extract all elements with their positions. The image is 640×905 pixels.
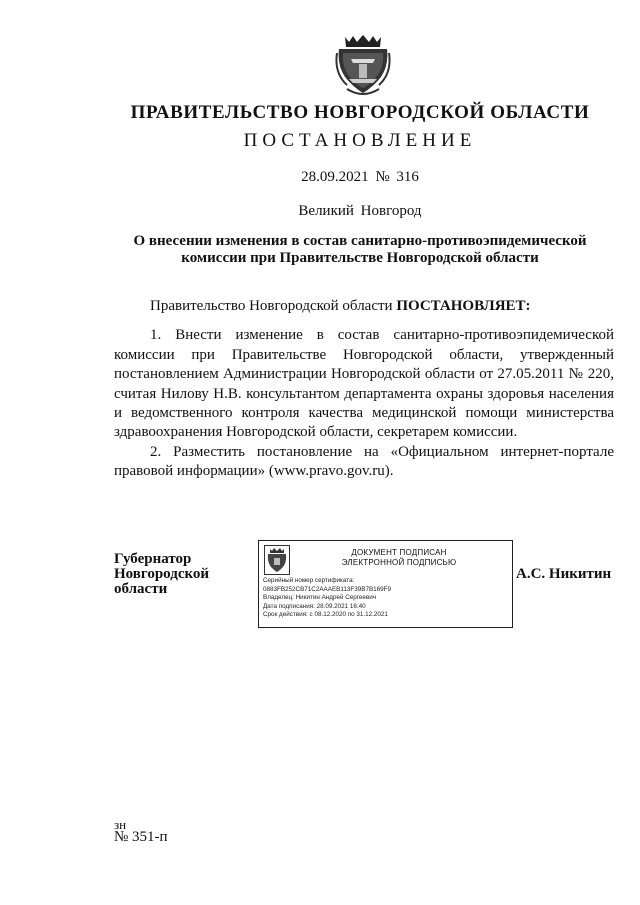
certificate-number: 0883FB252CB71C2AAAEB113F39B7B169F9 (263, 585, 392, 593)
stamp-coat-of-arms-icon (264, 545, 290, 575)
certificate-label: Серийный номер сертификата: (263, 577, 355, 584)
stamp-details (263, 577, 508, 620)
paragraph-item-2: 2. Разместить постановление на «Официальном интернет-портале правовой информации» (www.pravo.gov.ru). (114, 443, 614, 480)
document-subject (100, 233, 620, 267)
signer-name: А.С. Никитин (516, 566, 612, 582)
signatory-title-line-2: Новгородской области (114, 566, 210, 597)
stamp-heading (299, 548, 499, 568)
certificate-validity: Срок действия: с 08.12.2020 по 31.12.2021 (263, 611, 388, 618)
document-footer (114, 818, 168, 844)
coat-of-arms-icon (335, 33, 391, 97)
subject-line-2: комиссии при Правительстве Новгородской области (181, 250, 539, 266)
document-date-number: 28.09.2021 № 316 (301, 169, 419, 185)
signatory-title (114, 552, 264, 597)
document-body (114, 297, 614, 482)
document-city: Великий Новгород (298, 203, 422, 219)
document-type: ПОСТАНОВЛЕНИЕ (243, 130, 477, 151)
executor-initials: зн (114, 817, 127, 832)
preamble (114, 297, 614, 316)
electronic-signature-stamp (258, 540, 513, 628)
certificate-owner: Владелец: Никитин Андрей Сергеевич (263, 594, 377, 601)
signing-date: Дата подписания: 28.09.2021 16:40 (263, 602, 366, 610)
organization-name: ПРАВИТЕЛЬСТВО НОВГОРОДСКОЙ ОБЛАСТИ (130, 102, 590, 123)
signatory-title-line-1: Губернатор (114, 551, 192, 567)
stamp-heading-line-1: ДОКУМЕНТ ПОДПИСАН (351, 548, 447, 557)
registration-number: № 351-п (114, 829, 168, 845)
subject-line-1: О внесении изменения в состав санитарно-противоэпидемической (133, 233, 587, 249)
stamp-heading-line-2: ЭЛЕКТРОННОЙ ПОДПИСЬЮ (341, 558, 457, 567)
preamble-resolve: ПОСТАНОВЛЯЕТ: (396, 298, 531, 314)
preamble-text: Правительство Новгородской области (150, 298, 397, 314)
paragraph-item-1: 1. Внести изменение в состав санитарно-противоэпидемической комиссии при Правительстве Новгородской области, утвержденный постановлением Администрации Новгородской области от 27.05.2011 № 220, считая Нилову Н.В. консультантом департамента охраны здоровья населения и ведомственного контроля качества медицинской помощи министерства здравоохранения Новгородской области, секретарем комиссии. (114, 327, 614, 441)
